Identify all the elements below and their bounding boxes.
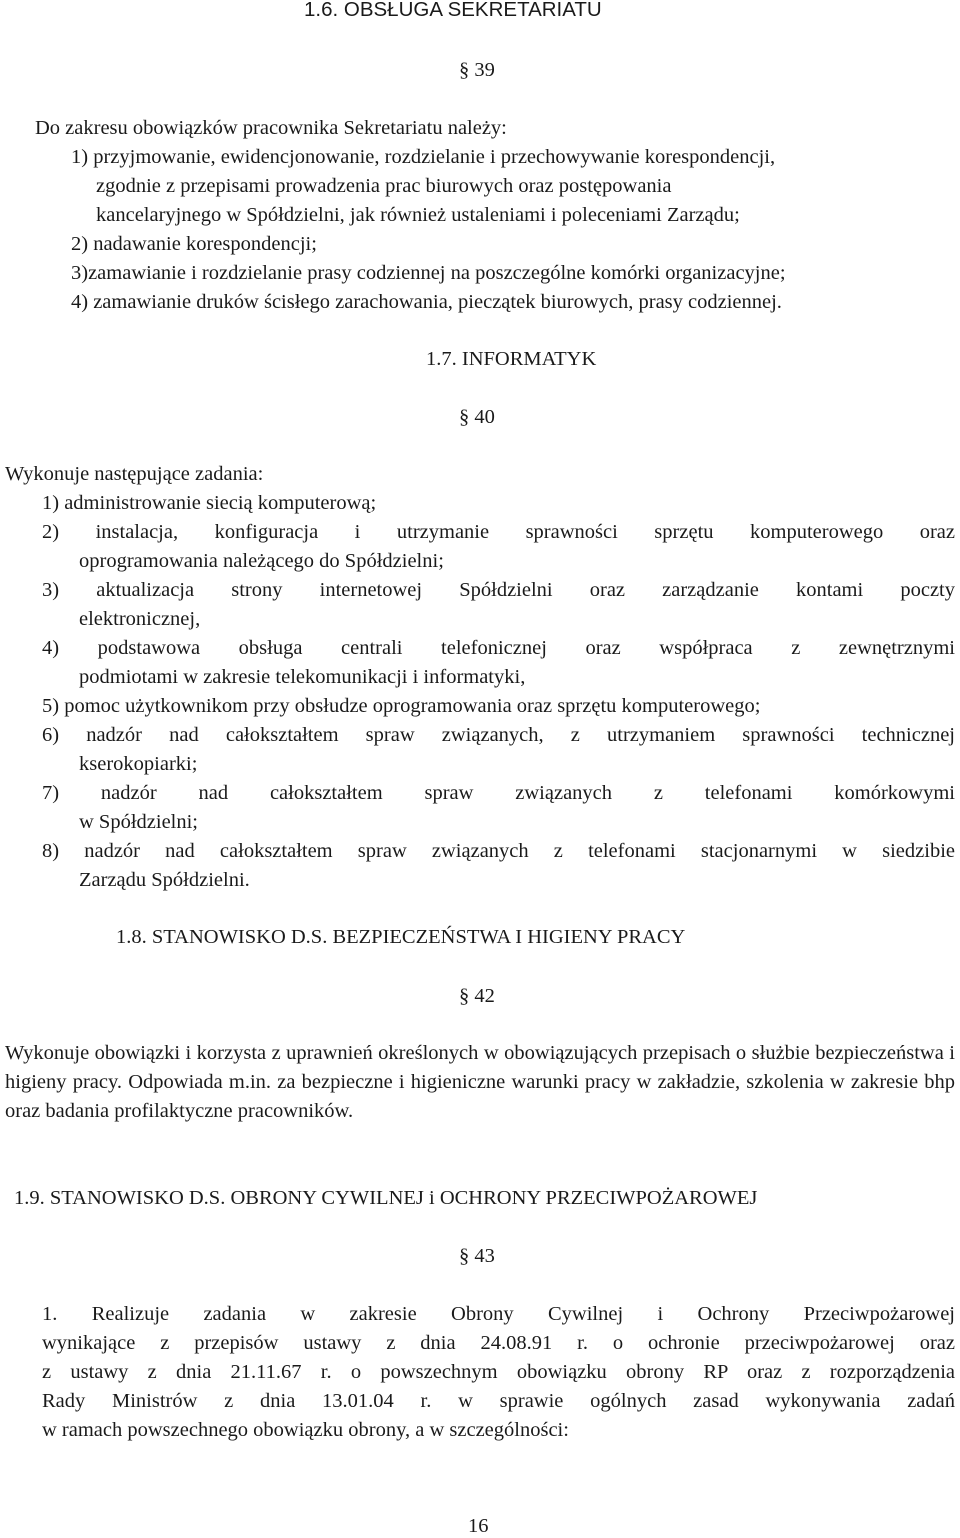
list-item: 4) podstawowa obsługa centrali telefonicznej oraz współpraca z zewnętrznymi <box>42 637 955 659</box>
list-item: 4) zamawianie druków ścisłego zarachowania, pieczątek biurowych, prasy codziennej. <box>71 291 782 313</box>
paragraph-number-40: § 40 <box>459 406 495 428</box>
paragraph-number-43: § 43 <box>459 1245 495 1267</box>
list-item: 1) przyjmowanie, ewidencjonowanie, rozdzielanie i przechowywanie korespondencji, <box>71 146 776 168</box>
paragraph-number-39: § 39 <box>459 59 495 81</box>
page-number: 16 <box>468 1515 489 1537</box>
list-item-continuation: zgodnie z przepisami prowadzenia prac biurowych oraz postępowania <box>96 175 672 197</box>
paragraph-number-42: § 42 <box>459 985 495 1007</box>
list-item: 8) nadzór nad całokształtem spraw związanych z telefonami stacjonarnymi w siedzibie <box>42 840 955 862</box>
body-line: z ustawy z dnia 21.11.67 r. o powszechnym obowiązku obrony RP oraz z rozporządzenia <box>42 1361 955 1383</box>
list-item-continuation: elektronicznej, <box>79 608 201 630</box>
section-heading-bhp: 1.8. STANOWISKO D.S. BEZPIECZEŃSTWA I HIGIENY PRACY <box>116 926 686 948</box>
section-intro: Wykonuje następujące zadania: <box>5 463 264 485</box>
list-item: 3) aktualizacja strony internetowej Spółdzielni oraz zarządzanie kontami poczty <box>42 579 955 601</box>
list-item: 3)zamawianie i rozdzielanie prasy codziennej na poszczególne komórki organizacyjne; <box>71 262 786 284</box>
section-heading-secretariat: 1.6. OBSŁUGA SEKRETARIATU <box>304 0 602 21</box>
list-item: 5) pomoc użytkownikom przy obsłudze oprogramowania oraz sprzętu komputerowego; <box>42 695 761 717</box>
list-item: 2) nadawanie korespondencji; <box>71 233 317 255</box>
body-line: w ramach powszechnego obowiązku obrony, a w szczególności: <box>42 1419 569 1441</box>
list-item: 1) administrowanie siecią komputerową; <box>42 492 377 514</box>
section-heading-civil-defense: 1.9. STANOWISKO D.S. OBRONY CYWILNEJ i OCHRONY PRZECIWPOŻAROWEJ <box>14 1187 758 1209</box>
section-intro: Do zakresu obowiązków pracownika Sekretariatu należy: <box>35 117 507 139</box>
body-line: Rady Ministrów z dnia 13.01.04 r. w sprawie ogólnych zasad wykonywania zadań <box>42 1390 955 1412</box>
list-item-continuation: w Spółdzielni; <box>79 811 199 833</box>
section-body-text: Wykonuje obowiązki i korzysta z uprawnień określonych w obowiązujących przepisach o służbie bezpieczeństwa i higieny pracy. Odpowiada m.in. za bezpieczne i higieniczne warunki pracy w zakładzie, szkolenia w zakresie bhp oraz badania profilaktyczne pracowników. <box>5 1042 955 1122</box>
list-item: 6) nadzór nad całokształtem spraw związanych, z utrzymaniem sprawności technicznej <box>42 724 955 746</box>
list-item-continuation: Zarządu Spółdzielni. <box>79 869 250 891</box>
list-item-continuation: oprogramowania należącego do Spółdzielni; <box>79 550 444 572</box>
body-line: wynikające z przepisów ustawy z dnia 24.08.91 r. o ochronie przeciwpożarowej oraz <box>42 1332 955 1354</box>
list-item-continuation: kserokopiarki; <box>79 753 198 775</box>
list-item-continuation: kancelaryjnego w Spółdzielni, jak również ustaleniami i poleceniami Zarządu; <box>96 204 740 226</box>
list-item: 7) nadzór nad całokształtem spraw związanych z telefonami komórkowymi <box>42 782 955 804</box>
section-heading-it: 1.7. INFORMATYK <box>426 348 597 370</box>
list-item: 2) instalacja, konfiguracja i utrzymanie sprawności sprzętu komputerowego oraz <box>42 521 955 543</box>
body-line: 1. Realizuje zadania w zakresie Obrony Cywilnej i Ochrony Przeciwpożarowej <box>42 1303 955 1325</box>
list-item-continuation: podmiotami w zakresie telekomunikacji i informatyki, <box>79 666 526 688</box>
